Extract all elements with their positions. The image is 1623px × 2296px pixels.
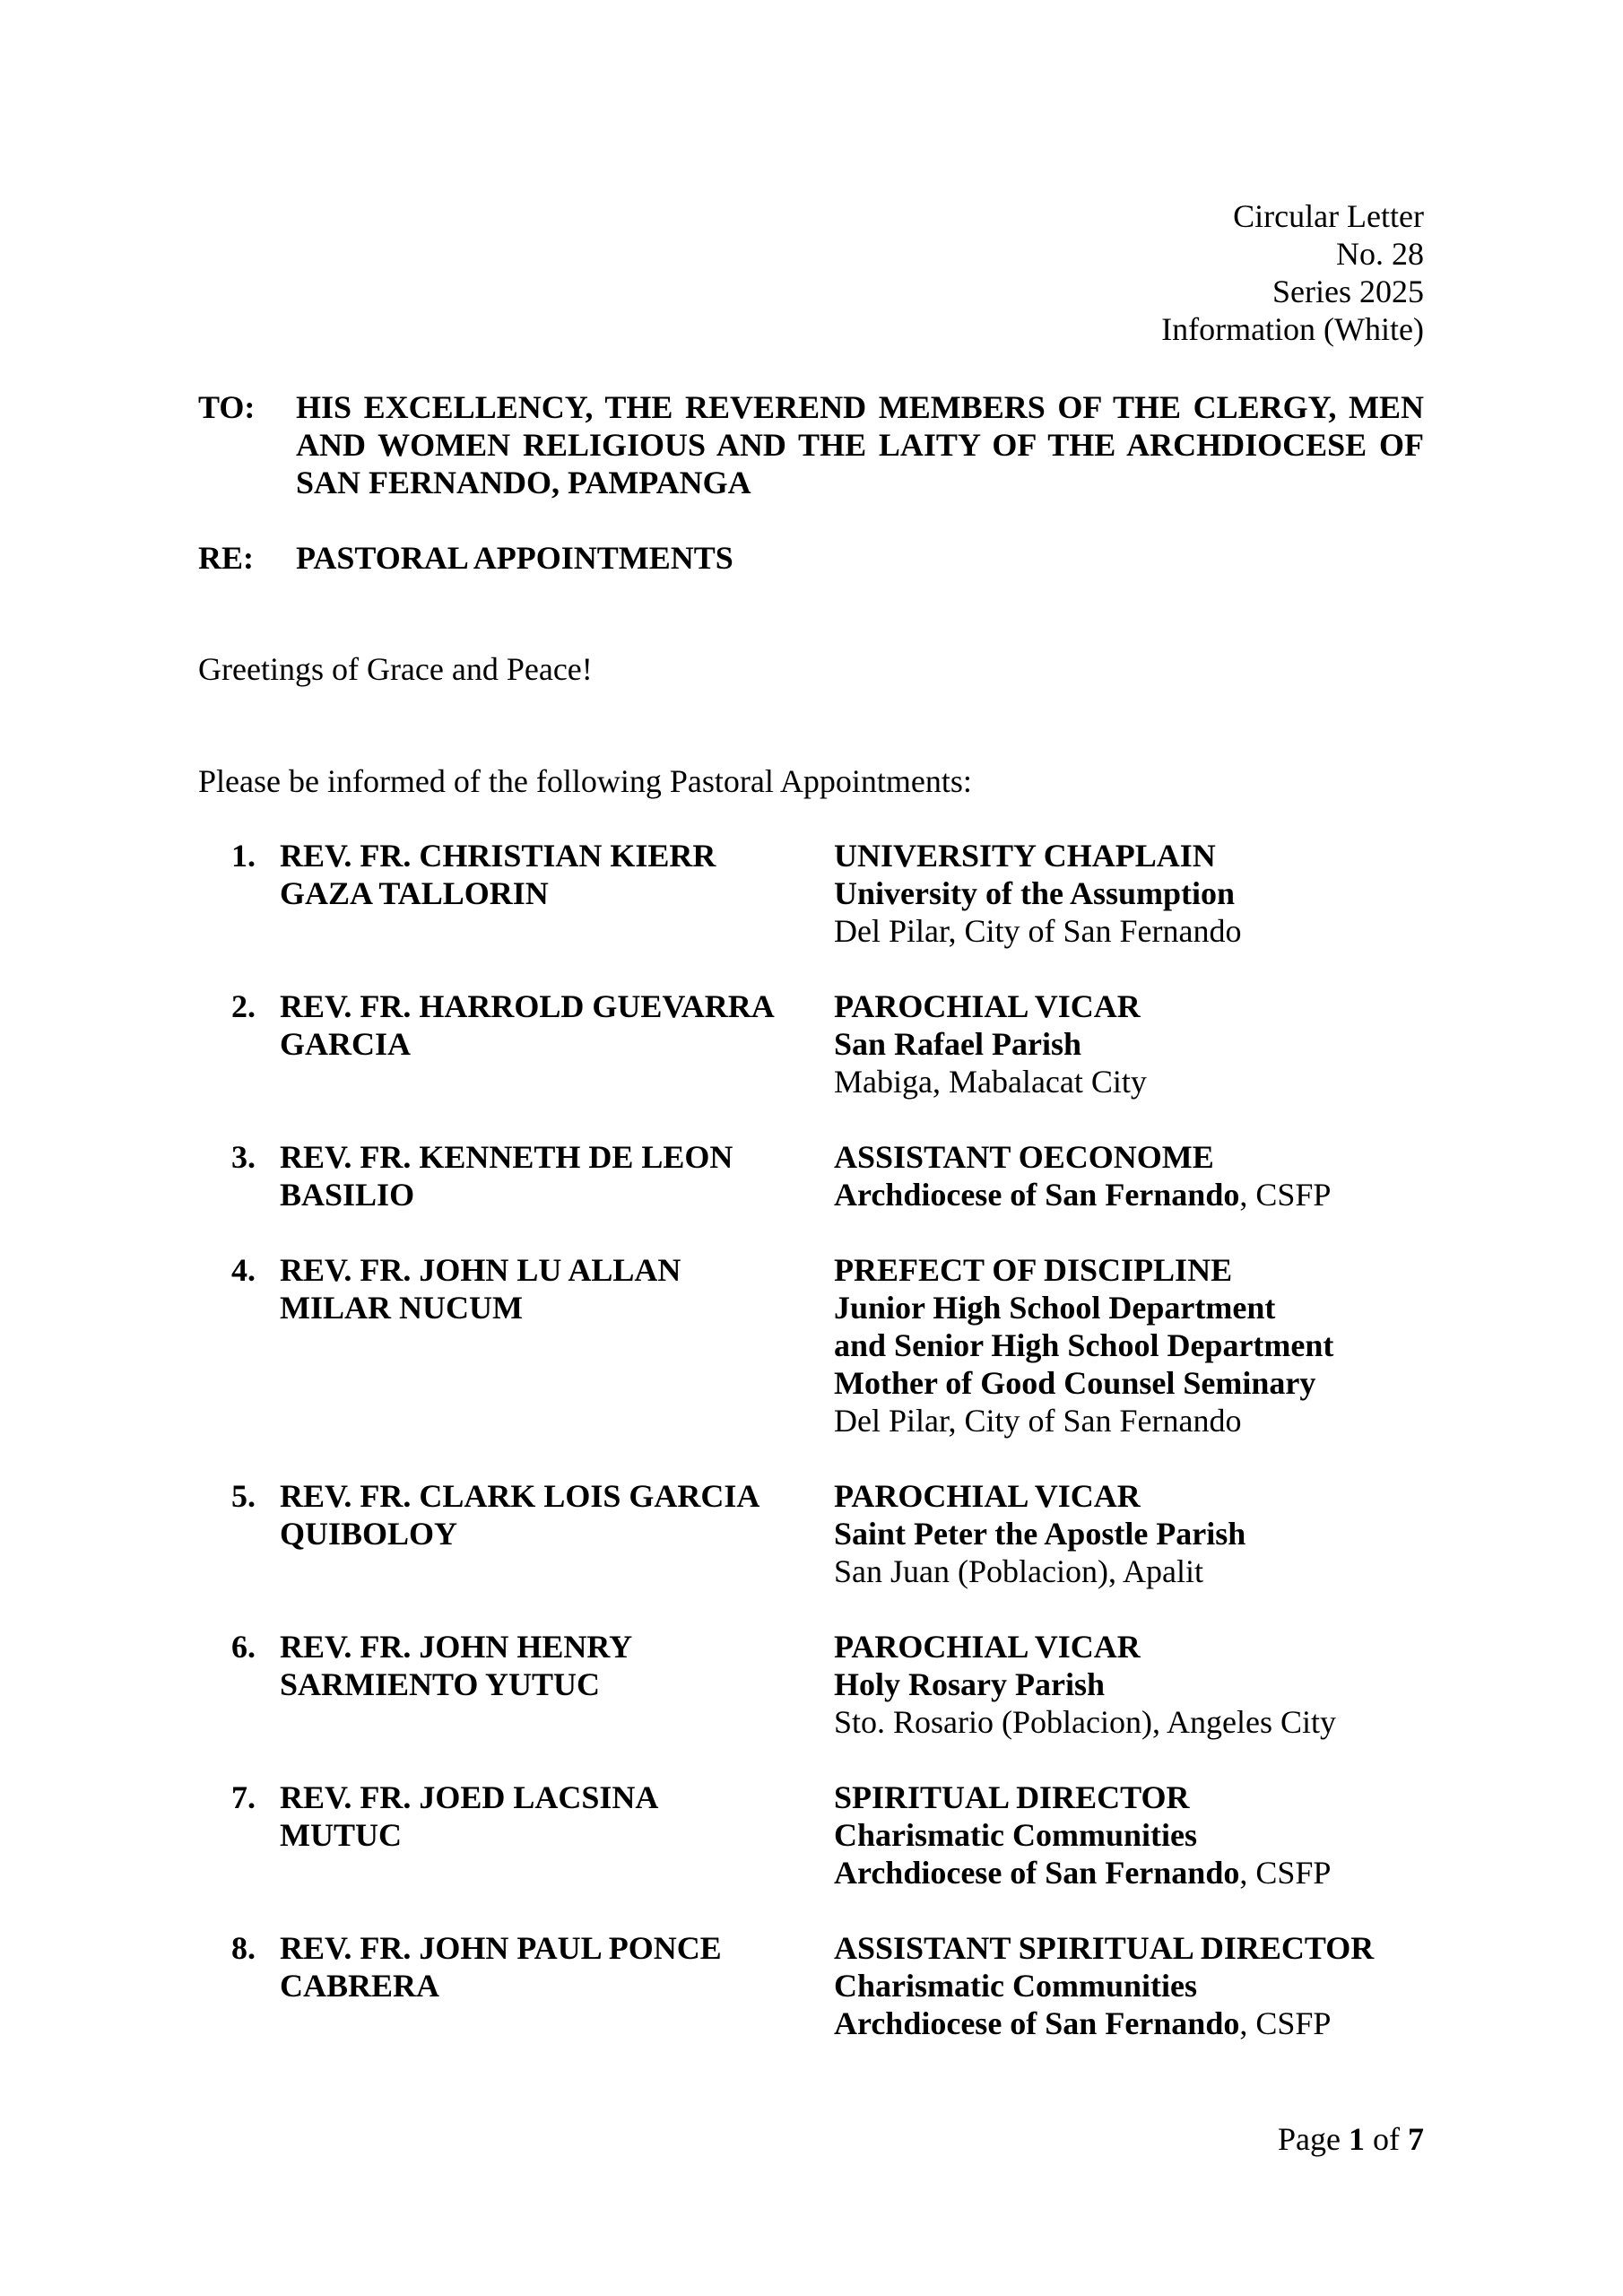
appointee-name-line: REV. FR. CLARK LOIS GARCIA: [280, 1478, 760, 1514]
appointment-number: 8.: [231, 1930, 256, 1966]
doc-classification: Information (White): [1161, 311, 1424, 347]
organization-name: San Rafael Parish: [834, 1026, 1082, 1062]
position-title: PAROCHIAL VICAR: [834, 988, 1141, 1024]
appointment-role: [834, 987, 1147, 1100]
organization-name: Saint Peter the Apostle Parish: [834, 1516, 1246, 1552]
appointment-item: [0, 1477, 1623, 1590]
organization-name: Junior High School Department: [834, 1290, 1276, 1326]
organization-name: and Senior High School Department: [834, 1327, 1334, 1363]
organization-suffix: , CSFP: [1239, 1855, 1332, 1891]
appointee-name: [280, 837, 834, 950]
organization-suffix: , CSFP: [1239, 2005, 1332, 2041]
appointment-item: [0, 837, 1623, 950]
organization-line: [834, 1326, 1333, 1364]
position-title: PREFECT OF DISCIPLINE: [834, 1252, 1233, 1288]
organization-suffix: , CSFP: [1239, 1177, 1332, 1213]
appointment-number: 2.: [231, 988, 256, 1024]
appointment-item: [0, 1138, 1623, 1213]
appointment-number: 6.: [231, 1629, 256, 1665]
organization-line: [834, 1665, 1336, 1703]
appointee-name-line: MILAR NUCUM: [280, 1290, 523, 1326]
greeting: Greetings of Grace and Peace!: [198, 651, 593, 687]
organization-name: Holy Rosary Parish: [834, 1666, 1105, 1702]
organization-line: [834, 1176, 1331, 1213]
position-title: ASSISTANT OECONOME: [834, 1139, 1214, 1175]
appointee-name: [280, 1251, 834, 1439]
appointee-name-line: GARCIA: [280, 1026, 412, 1062]
re-subject: [296, 539, 1424, 577]
to-recipients: [296, 388, 1424, 501]
organization-line: [834, 1364, 1333, 1402]
appointee-name: [280, 987, 834, 1100]
appointee-name: [280, 1779, 834, 1892]
appointment-number: 1.: [231, 838, 256, 874]
current-page: 1: [1349, 2121, 1365, 2157]
intro-paragraph: Please be informed of the following Pastoral Appointments:: [198, 763, 972, 799]
re-text: PASTORAL APPOINTMENTS: [296, 540, 733, 576]
appointment-role: [834, 837, 1242, 950]
appointment-number: 3.: [231, 1139, 256, 1175]
organization-line: [834, 874, 1242, 912]
doc-number: No. 28: [1336, 236, 1424, 272]
location: Sto. Rosario (Poblacion), Angeles City: [834, 1704, 1336, 1740]
appointee-name-line: REV. FR. JOHN HENRY: [280, 1629, 633, 1665]
to-line: AND WOMEN RELIGIOUS AND THE LAITY OF THE ARCHDIOCESE OF: [296, 427, 1424, 463]
organization-name: Archdiocese of San Fernando: [834, 1177, 1240, 1213]
to-line: HIS EXCELLENCY, THE REVEREND MEMBERS OF THE CLERGY, MEN: [296, 389, 1424, 425]
appointee-name-line: CABRERA: [280, 1968, 440, 2004]
appointment-role: [834, 1628, 1336, 1741]
appointee-name-line: REV. FR. KENNETH DE LEON: [280, 1139, 733, 1175]
doc-series: Series 2025: [1272, 274, 1424, 309]
appointment-item: [0, 1779, 1623, 1892]
organization-line: [834, 1289, 1333, 1326]
appointment-role: [834, 1779, 1331, 1892]
appointee-name-line: SARMIENTO YUTUC: [280, 1666, 601, 1702]
location: Del Pilar, City of San Fernando: [834, 913, 1242, 949]
appointee-name-line: REV. FR. JOHN LU ALLAN: [280, 1252, 681, 1288]
position-title: SPIRITUAL DIRECTOR: [834, 1779, 1190, 1815]
appointee-name-line: REV. FR. JOHN PAUL PONCE: [280, 1930, 722, 1966]
appointment-role: [834, 1929, 1374, 2042]
organization-name: Mother of Good Counsel Seminary: [834, 1365, 1316, 1401]
appointment-role: [834, 1477, 1245, 1590]
position-title: UNIVERSITY CHAPLAIN: [834, 838, 1216, 874]
of-word: of: [1373, 2121, 1400, 2157]
organization-line: [834, 1025, 1147, 1063]
appointment-item: [0, 1929, 1623, 2042]
appointment-number: 5.: [231, 1478, 256, 1514]
appointee-name: [280, 1929, 834, 2042]
organization-name: University of the Assumption: [834, 875, 1236, 911]
doc-type: Circular Letter: [1233, 198, 1424, 234]
position-title: PAROCHIAL VICAR: [834, 1629, 1141, 1665]
appointment-number: 7.: [231, 1779, 256, 1815]
organization-line: [834, 1854, 1331, 1892]
position-title: PAROCHIAL VICAR: [834, 1478, 1141, 1514]
appointments-list: [0, 837, 1623, 2080]
page-word: Page: [1278, 2121, 1341, 2157]
total-pages: 7: [1408, 2121, 1424, 2157]
appointee-name: [280, 1628, 834, 1741]
appointee-name-line: REV. FR. HARROLD GUEVARRA: [280, 988, 775, 1024]
organization-name: Charismatic Communities: [834, 1817, 1197, 1853]
organization-name: Charismatic Communities: [834, 1968, 1197, 2004]
appointment-item: [0, 1251, 1623, 1439]
appointee-name-line: GAZA TALLORIN: [280, 875, 549, 911]
appointment-role: [834, 1251, 1333, 1439]
appointment-number: 4.: [231, 1252, 256, 1288]
organization-line: [834, 2005, 1374, 2042]
appointment-item: [0, 987, 1623, 1100]
location: Del Pilar, City of San Fernando: [834, 1403, 1242, 1439]
appointee-name-line: QUIBOLOY: [280, 1516, 458, 1552]
organization-line: [834, 1816, 1331, 1854]
location: San Juan (Poblacion), Apalit: [834, 1553, 1203, 1589]
organization-name: Archdiocese of San Fernando: [834, 2005, 1240, 2041]
organization-name: Archdiocese of San Fernando: [834, 1855, 1240, 1891]
position-title: ASSISTANT SPIRITUAL DIRECTOR: [834, 1930, 1375, 1966]
appointee-name-line: MUTUC: [280, 1817, 402, 1853]
to-label: TO:: [198, 389, 256, 425]
appointee-name: [280, 1138, 834, 1213]
appointee-name-line: REV. FR. JOED LACSINA: [280, 1779, 659, 1815]
appointment-item: [0, 1628, 1623, 1741]
to-line: SAN FERNANDO, PAMPANGA: [296, 465, 751, 500]
appointee-name: [280, 1477, 834, 1590]
page-number: [1278, 2120, 1424, 2158]
organization-line: [834, 1967, 1374, 2005]
appointment-role: [834, 1138, 1331, 1213]
document-header: [1161, 197, 1424, 348]
organization-line: [834, 1515, 1245, 1552]
location: Mabiga, Mabalacat City: [834, 1064, 1147, 1100]
re-label: RE:: [198, 540, 254, 576]
appointee-name-line: BASILIO: [280, 1177, 415, 1213]
appointee-name-line: REV. FR. CHRISTIAN KIERR: [280, 838, 716, 874]
